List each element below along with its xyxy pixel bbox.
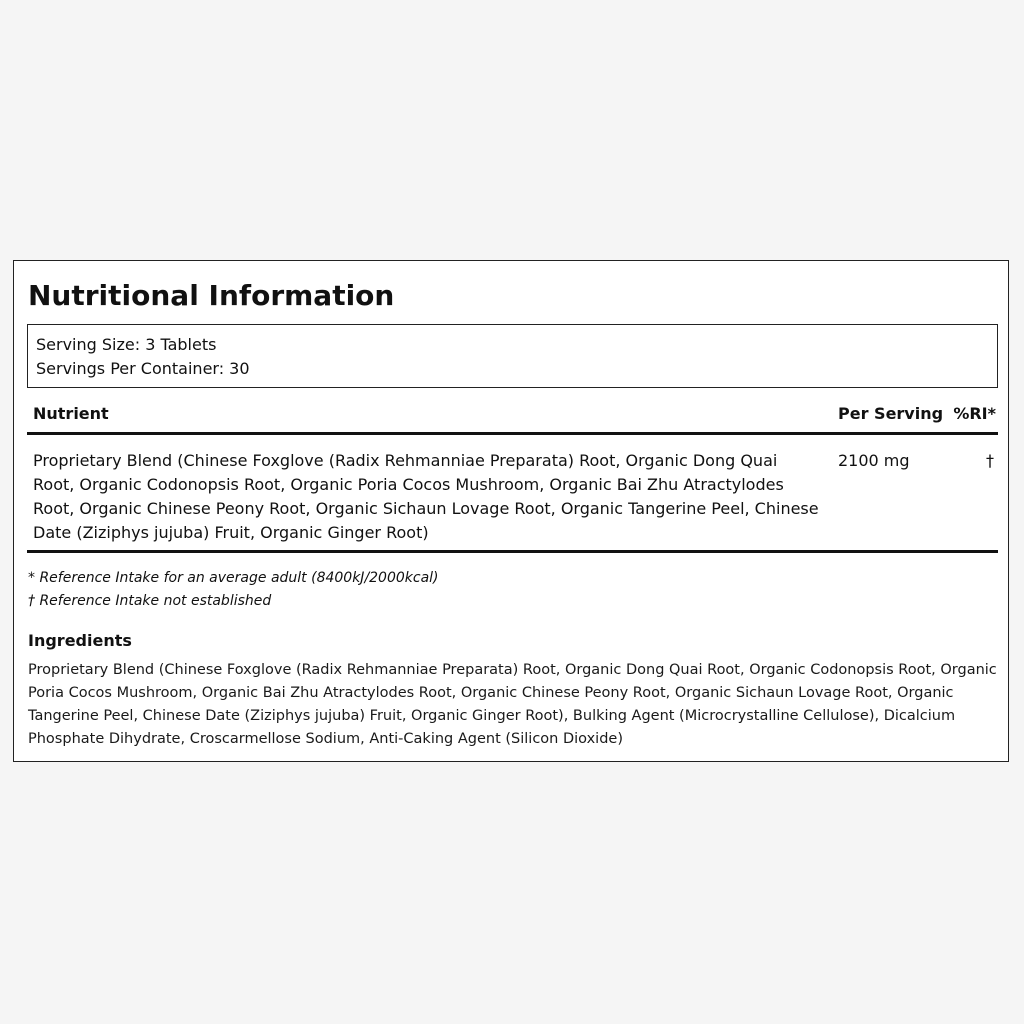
ingredients-text: Proprietary Blend (Chinese Foxglove (Radix Rehmanniae Preparata) Root, Organic Dong Quai Root, Organic Codonopsis Root, Organic Poria Cocos Mushroom, Organic Bai Zhu Atractylodes Root, Organic Chinese Peony Root, Organic Sichaun Lovage Root, Organic Tangerine Peel, Chinese Date (Ziziphys jujuba) Fruit, Organic Ginger Root), Bulking Agent (Microcrystalline Cellulose), Dicalcium Phosphate Dihydrate, Croscarmellose Sodium, Anti-Caking Agent (Silicon Dioxide)	[28, 662, 997, 747]
panel-title: Nutritional Information	[28, 279, 395, 312]
header-per-serving: Per Serving	[838, 404, 944, 423]
table-header-rule	[27, 432, 998, 435]
table-header	[27, 404, 998, 432]
row-nutrient: Proprietary Blend (Chinese Foxglove (Radix Rehmanniae Preparata) Root, Organic Dong Quai Root, Organic Codonopsis Root, Organic Poria Cocos Mushroom, Organic Bai Zhu Atractylodes Root, Organic Chinese Peony Root, Organic Sichaun Lovage Root, Organic Tangerine Peel, Chinese Date (Ziziphys jujuba) Fruit, Organic Ginger Root)	[33, 451, 819, 542]
nutrition-panel	[13, 260, 1009, 762]
row-ri: †	[986, 451, 994, 470]
header-nutrient: Nutrient	[33, 404, 109, 423]
serving-size: Serving Size: 3 Tablets	[36, 335, 217, 354]
table-row	[27, 449, 998, 545]
ingredients-title: Ingredients	[28, 631, 132, 650]
footnote-reference-intake: * Reference Intake for an average adult (8400kJ/2000kcal)	[28, 570, 439, 586]
servings-per-container: Servings Per Container: 30	[36, 359, 250, 378]
serving-info-box	[27, 324, 998, 388]
footnotes	[28, 567, 439, 613]
row-amount: 2100 mg	[838, 451, 910, 470]
header-ri: %RI*	[953, 404, 996, 423]
footnote-not-established: † Reference Intake not established	[28, 593, 272, 609]
table-bottom-rule	[27, 550, 998, 553]
